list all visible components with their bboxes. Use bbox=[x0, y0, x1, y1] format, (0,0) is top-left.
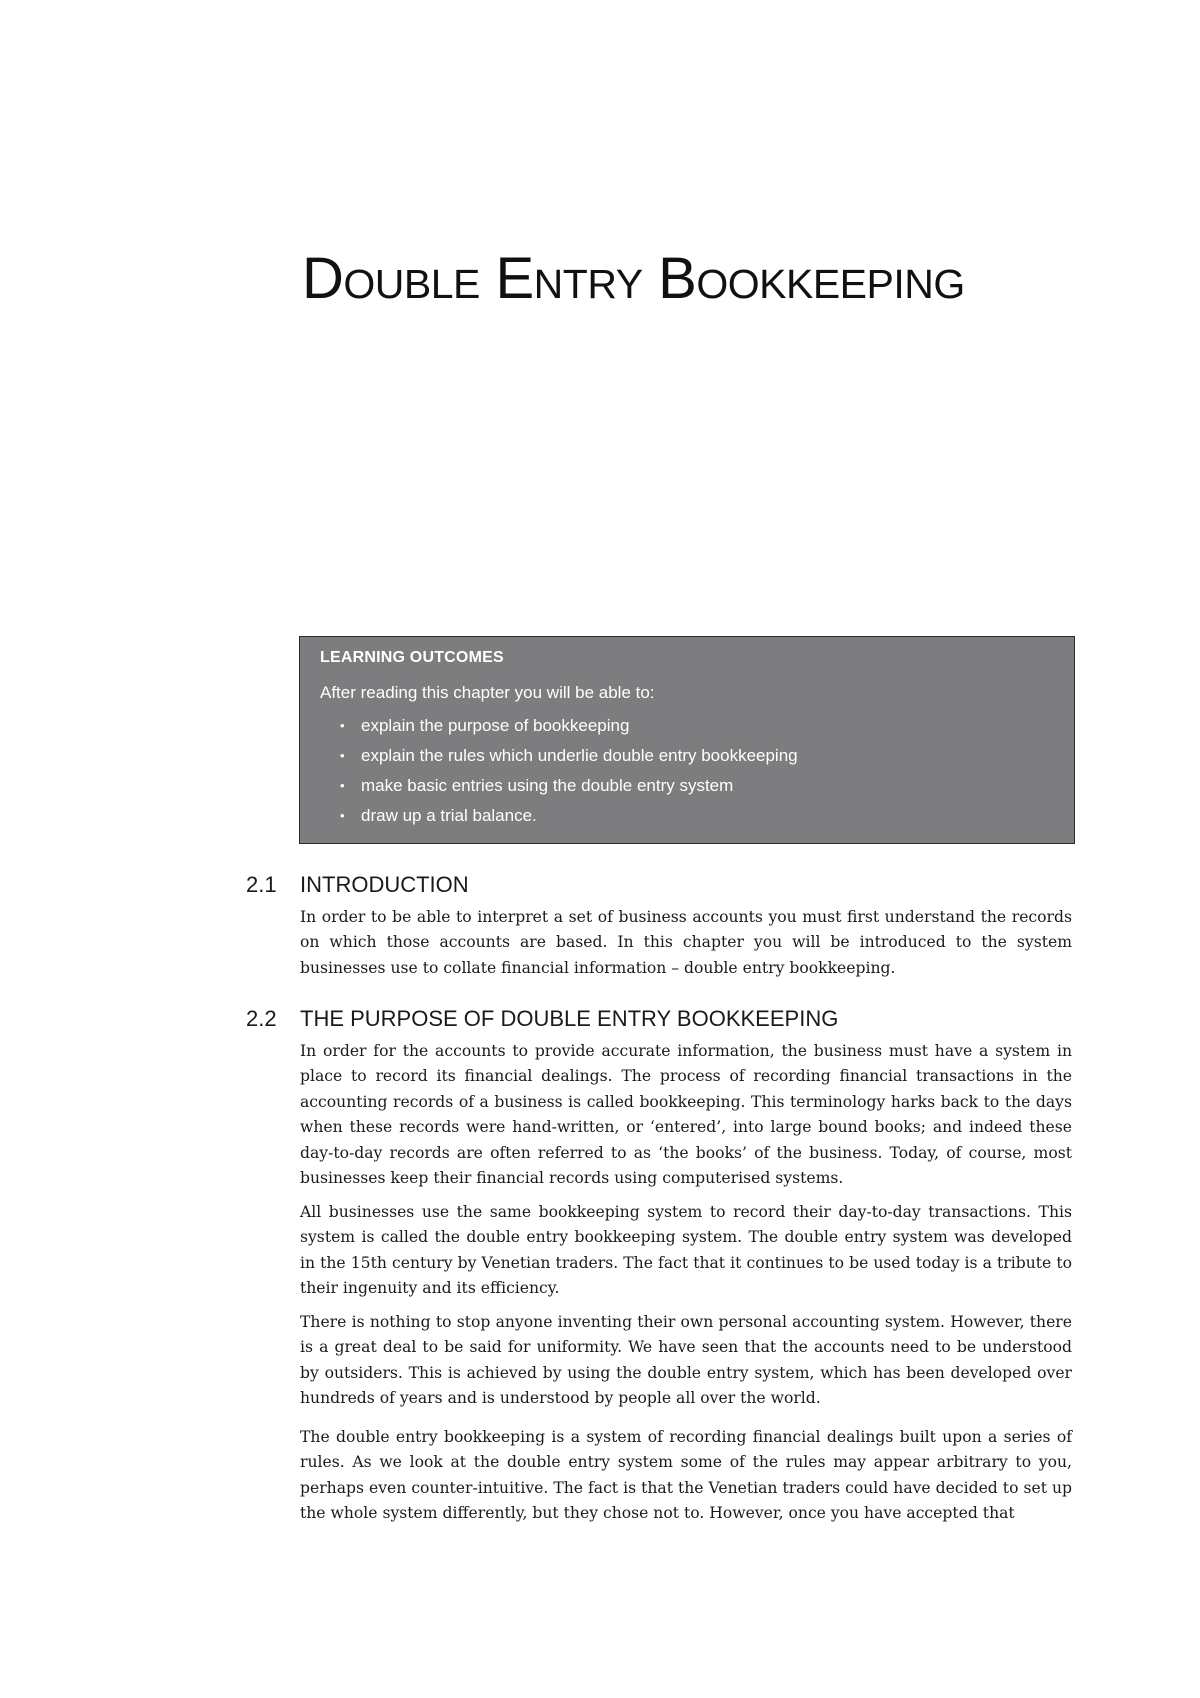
chapter-title: Double Entry Bookkeeping bbox=[302, 246, 965, 311]
paragraph: There is nothing to stop anyone inventing their own personal accounting system. However, there is a great deal to be said for uniformity. We have seen that the accounts need to be understood by outsiders. This is achieved by using the double entry system, which has been developed over hundreds of years and is understood by people all over the world. bbox=[300, 1313, 1072, 1408]
learning-outcome-text: explain the purpose of bookkeeping bbox=[361, 716, 630, 735]
learning-outcome-text: draw up a trial balance. bbox=[361, 806, 537, 825]
learning-outcomes-box bbox=[299, 636, 1075, 844]
learning-outcomes-list bbox=[320, 711, 1054, 831]
bullet-icon: • bbox=[340, 778, 345, 793]
learning-outcomes-heading: LEARNING OUTCOMES bbox=[320, 649, 504, 666]
section-title: THE PURPOSE OF DOUBLE ENTRY BOOKKEEPING bbox=[300, 1006, 839, 1031]
learning-outcome-text: make basic entries using the double entry system bbox=[361, 776, 734, 795]
paragraph: All businesses use the same bookkeeping system to record their day-to-day transactions. This system is called the double entry bookkeeping system. The double entry system was developed in the 15th century by Venetian traders. The fact that it continues to be used today is a tribute to their ingenuity and its efficiency. bbox=[300, 1203, 1072, 1298]
bullet-icon: • bbox=[340, 718, 345, 733]
learning-outcome-text: explain the rules which underlie double entry bookkeeping bbox=[361, 746, 798, 765]
section-heading-introduction bbox=[246, 872, 469, 898]
bullet-icon: • bbox=[340, 808, 345, 823]
paragraph: In order for the accounts to provide accurate information, the business must have a system in place to record its financial dealings. The process of recording financial transactions in the accounting records of a business is called bookkeeping. This terminology harks back to the days when these records were hand-written, or ‘entered’, into large bound books; and indeed these day-to-day records are often referred to as ‘the books’ of the business. Today, of course, most businesses keep their financial records using computerised systems. bbox=[300, 1042, 1072, 1188]
bullet-icon: • bbox=[340, 748, 345, 763]
learning-outcome-item bbox=[340, 741, 1054, 771]
paragraph: In order to be able to interpret a set of business accounts you must first understand the records on which those accounts are based. In this chapter you will be introduced to the system businesses use to collate financial information – double entry bookkeeping. bbox=[300, 908, 1072, 977]
learning-outcome-item bbox=[340, 771, 1054, 801]
section-title: INTRODUCTION bbox=[300, 872, 469, 897]
section-number: 2.2 bbox=[246, 1006, 277, 1031]
learning-outcome-item bbox=[340, 801, 1054, 831]
section-number: 2.1 bbox=[246, 872, 277, 897]
learning-outcomes-intro: After reading this chapter you will be able to: bbox=[320, 683, 655, 702]
section-heading-purpose bbox=[246, 1006, 838, 1032]
learning-outcome-item bbox=[340, 711, 1054, 741]
paragraph: The double entry bookkeeping is a system of recording financial dealings built upon a series of rules. As we look at the double entry system some of the rules may appear arbitrary to you, perhaps even counter-intuitive. The fact is that the Venetian traders could have decided to set up the whole system differently, but they chose not to. However, once you have accepted that bbox=[300, 1428, 1072, 1523]
